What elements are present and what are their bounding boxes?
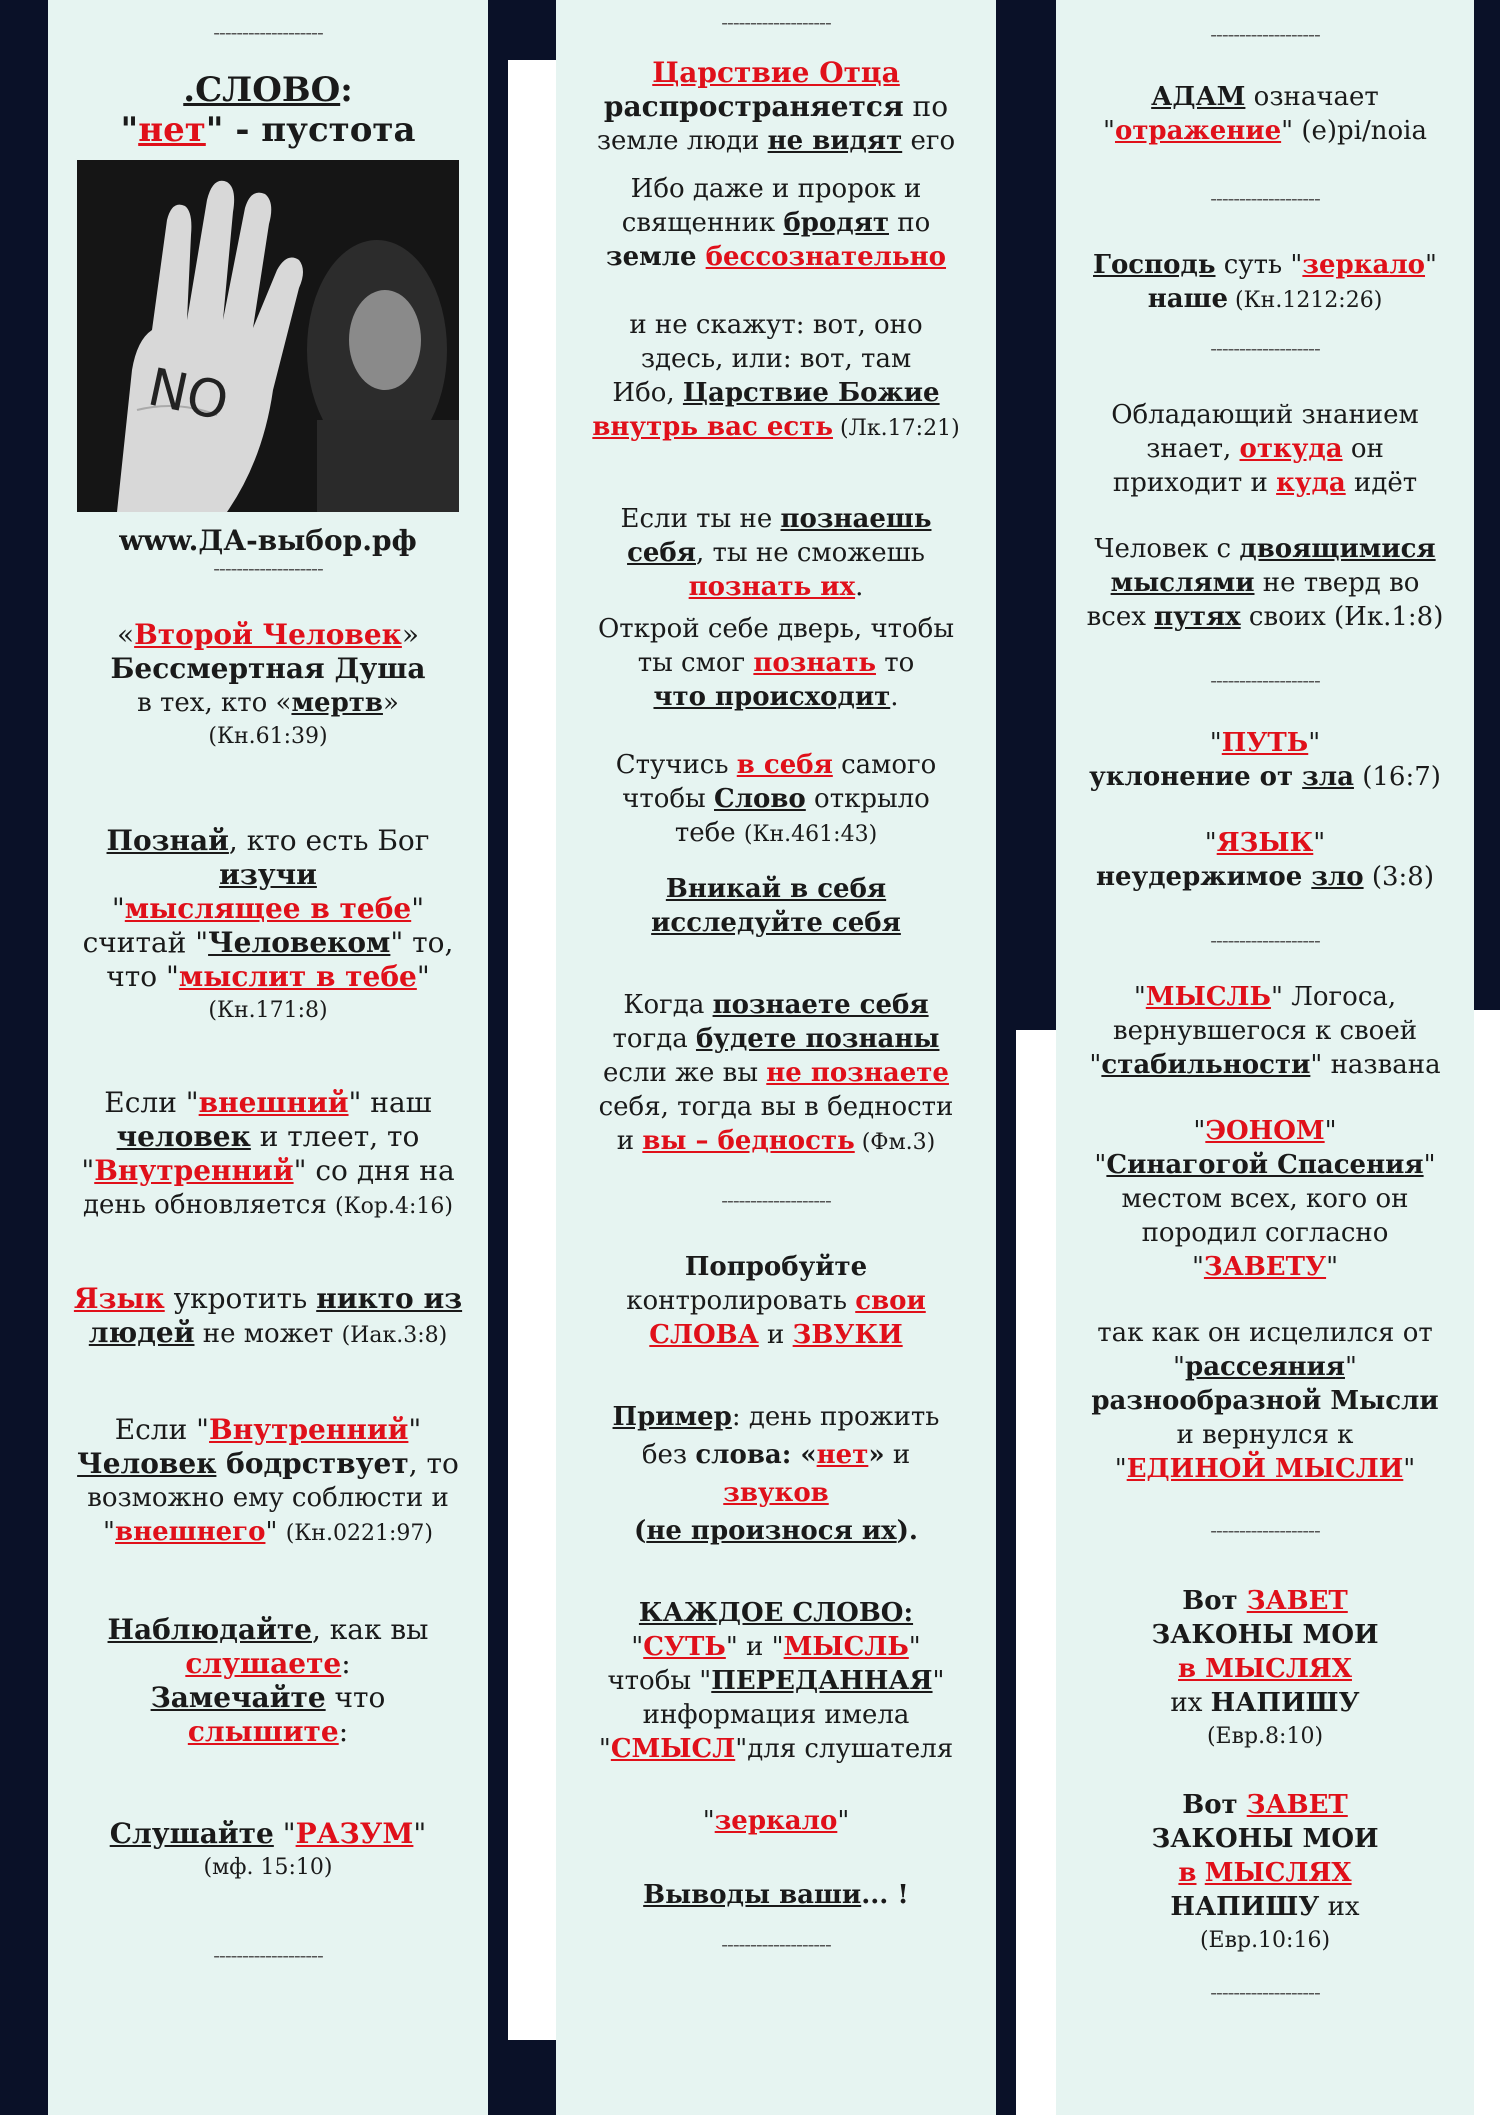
text: ты смог <box>637 648 754 678</box>
text: : день прожить <box>731 1402 940 1432</box>
know-word: Познай <box>106 824 229 857</box>
quote: " <box>1193 1116 1206 1146</box>
try-word: Попробуйте <box>684 1252 868 1282</box>
separator: ------------------- <box>1210 186 1320 210</box>
notice-word: Замечайте <box>150 1681 326 1714</box>
quote: « <box>116 618 135 651</box>
text: " то, <box>390 926 454 959</box>
into-self: в себя <box>736 750 833 780</box>
thinks-in-you: мыслит в тебе <box>178 960 417 993</box>
block-tongue-right <box>1056 826 1474 894</box>
text: по <box>903 90 949 123</box>
text: не тверд во <box>1254 568 1420 598</box>
text: считай " <box>82 926 209 959</box>
synagogue-word: Синагогой Спасения <box>1106 1150 1424 1180</box>
reference: (Кн.1212:26) <box>1228 288 1383 313</box>
listen-word: Слушайте <box>109 1817 274 1850</box>
dispersion-word: рассеяния <box>1185 1352 1345 1382</box>
self-word: себя <box>627 538 696 568</box>
text: здесь, или: вот, там <box>640 344 912 374</box>
block-mirror <box>556 1804 996 1838</box>
block-healed <box>1056 1316 1474 1486</box>
quote: " <box>1425 250 1437 280</box>
quote: " <box>1191 1252 1204 1282</box>
gap-left-bottom <box>508 2040 556 2115</box>
observe-word: Наблюдайте <box>107 1613 312 1646</box>
column-right <box>1056 0 1474 2115</box>
text: " <box>265 1517 286 1547</box>
paren: ). <box>896 1516 918 1546</box>
own-word: свои <box>855 1286 926 1316</box>
outer-word: внешний <box>198 1086 349 1119</box>
block-conclusions <box>556 1878 996 1912</box>
text: самого <box>832 750 937 780</box>
outer-word: внешнего <box>115 1517 266 1547</box>
conclusions-word: Выводы ваши <box>643 1880 862 1910</box>
earth-word: земле <box>605 242 706 272</box>
man-word: человек <box>116 1120 251 1153</box>
site-url[interactable]: www.ДА-выбор.рф <box>119 524 417 557</box>
block-examine <box>556 872 996 940</box>
text: породил согласно <box>1141 1218 1389 1248</box>
unrestrained-word: неудержимое <box>1095 862 1312 892</box>
text: его <box>902 126 956 156</box>
text: не может <box>194 1319 342 1349</box>
quote: " <box>908 1632 921 1662</box>
do-not-see: не видят <box>767 126 903 156</box>
quote: " <box>1114 1454 1127 1484</box>
reference: (Кн.461:43) <box>743 822 878 847</box>
text: » <box>382 688 399 718</box>
text: идёт <box>1345 468 1418 498</box>
quote: " <box>1324 1116 1337 1146</box>
text: и <box>616 1126 643 1156</box>
text: информация имела <box>642 1700 910 1730</box>
quote: " <box>81 1154 95 1187</box>
block-second-man <box>48 618 488 754</box>
block-prophet <box>556 172 996 274</box>
laws-word: ЗАКОНЫ МОИ <box>1151 1620 1379 1650</box>
text: то <box>875 648 915 678</box>
text: , то <box>408 1447 459 1480</box>
separator: ------------------- <box>1210 1518 1320 1542</box>
text: Если " <box>114 1413 210 1446</box>
separator: ------------------- <box>1210 668 1320 692</box>
text: . <box>855 572 864 602</box>
quote: " <box>1173 1352 1186 1382</box>
separator: ------------------- <box>213 556 323 580</box>
text: себя, тогда вы в бедности <box>598 1092 954 1122</box>
meaning-word: СМЫСЛ <box>610 1734 736 1764</box>
text: так как он исцелился от <box>1097 1318 1433 1348</box>
in-thoughts: в МЫСЛЯХ <box>1178 1654 1352 1684</box>
text: он <box>1342 434 1384 464</box>
quote: » <box>401 618 420 651</box>
block-double-mind <box>1056 532 1474 634</box>
hand-photo <box>77 160 459 512</box>
quote: " <box>1403 1454 1416 1484</box>
no-word: нет <box>816 1440 869 1470</box>
quote: " <box>1103 116 1115 146</box>
photo-text: NO <box>142 357 234 433</box>
text: без <box>641 1440 696 1470</box>
reference: (Кн.171:8) <box>208 998 328 1023</box>
text: Если ты не <box>620 504 781 534</box>
text: приходит и <box>1112 468 1277 498</box>
path-word: ПУТЬ <box>1221 728 1309 758</box>
covenant-word: ЗАВЕТ <box>1246 1790 1348 1820</box>
sounds-word: ЗВУКИ <box>792 1320 903 1350</box>
text: Обладающий знанием <box>1111 400 1419 430</box>
reference: (Кор.4:16) <box>335 1194 453 1219</box>
reference: (Фм.3) <box>854 1130 936 1155</box>
avoidance-word: уклонение от <box>1089 762 1303 792</box>
text: чтобы <box>622 784 714 814</box>
text: что " <box>106 960 179 993</box>
mirror-word: зеркало <box>1302 250 1426 280</box>
text: " названа <box>1310 1050 1441 1080</box>
evil-word: зла <box>1302 762 1354 792</box>
gap-left <box>488 0 508 2115</box>
block-when-know <box>556 988 996 1160</box>
reference: (16:7) <box>1353 762 1441 792</box>
text: их <box>1319 1892 1360 1922</box>
quote: " <box>1344 1352 1357 1382</box>
reason-word: РАЗУМ <box>295 1817 414 1850</box>
text: тогда <box>612 1024 696 1054</box>
reflection-word: отражение <box>1114 116 1282 146</box>
inner-word: Внутренний <box>94 1154 294 1187</box>
separator: ------------------- <box>1210 928 1320 952</box>
text: возможно ему соблюсти и <box>87 1483 449 1513</box>
quote: " <box>631 1632 644 1662</box>
text: суть " <box>1215 250 1303 280</box>
quote: " <box>408 1413 422 1446</box>
text: " (е)pi/noia <box>1281 116 1427 146</box>
text: в тех, кто « <box>137 688 292 718</box>
word-word: Слово <box>714 784 806 814</box>
spreads-word: распространяется <box>603 90 904 123</box>
hear-word: слышите <box>187 1715 339 1748</box>
wander-word: бродят <box>783 208 889 238</box>
tongue-word: ЯЗЫК <box>1216 828 1314 858</box>
stability-word: стабильности <box>1101 1050 1311 1080</box>
text: контролировать <box>626 1286 856 1316</box>
what-happens: что происходит <box>653 682 891 712</box>
laws-word: ЗАКОНЫ МОИ <box>1151 1824 1379 1854</box>
separator: ------------------- <box>1210 22 1320 46</box>
ways-word: путях <box>1154 602 1241 632</box>
know-word: познать <box>753 648 876 678</box>
text: . <box>890 682 899 712</box>
block-knowledge <box>1056 398 1474 500</box>
text: и <box>884 1440 911 1470</box>
quote: " <box>1089 1050 1102 1080</box>
block-inner-awake <box>48 1413 488 1551</box>
block-lord <box>1056 248 1474 318</box>
kingdom-father: Царствие Отца <box>652 56 900 89</box>
separator: ------------------- <box>1210 336 1320 360</box>
block-open-door <box>556 612 996 714</box>
text: и тлеет, то <box>250 1120 420 1153</box>
text: открыло <box>805 784 930 814</box>
thoughts-word: МЫСЛЯХ <box>1204 1858 1352 1888</box>
quote: " <box>1209 728 1222 758</box>
separator: ------------------- <box>213 20 323 44</box>
block-covenant-1 <box>1056 1584 1474 1754</box>
gap-left-top <box>508 0 556 60</box>
column-middle <box>556 0 996 2115</box>
space <box>1197 1858 1205 1888</box>
right-border <box>1474 0 1500 1010</box>
mirror-word: зеркало <box>714 1806 838 1836</box>
quote: " <box>103 1517 116 1547</box>
adam-word: АДАМ <box>1151 82 1246 112</box>
thought-word: МЫСЛЬ <box>1145 982 1271 1012</box>
text: Стучись <box>615 750 737 780</box>
text: день обновляется <box>83 1190 336 1220</box>
title-colon: : <box>340 70 353 110</box>
words-word: СЛОВА <box>649 1320 759 1350</box>
quote: " <box>598 1734 611 1764</box>
page-title <box>48 70 488 110</box>
covenant-word: ЗАВЕТУ <box>1203 1252 1327 1282</box>
column-left <box>48 0 488 2115</box>
gap-right <box>996 0 1016 2115</box>
write-word: НАПИШУ <box>1170 1892 1320 1922</box>
aeon-word: ЭОНОМ <box>1205 1116 1325 1146</box>
subtitle-rest: " - пустота <box>205 110 416 150</box>
behold-word: Вот <box>1182 1790 1247 1820</box>
quote: " <box>932 1666 945 1696</box>
block-know-god <box>48 824 488 1028</box>
man-word: Человеком <box>208 926 391 959</box>
quote: " <box>1133 982 1146 1012</box>
know-word: познаешь <box>780 504 932 534</box>
block-knock <box>556 748 996 852</box>
reference: (Кн.61:39) <box>208 724 328 749</box>
separator: ------------------- <box>721 1932 831 1956</box>
inner-word: Внутренний <box>209 1413 409 1446</box>
quote: " <box>1094 1150 1107 1180</box>
dead-word: мертв <box>291 688 383 718</box>
block-covenant-2 <box>1056 1788 1474 1958</box>
text: " со дня на <box>293 1154 455 1187</box>
reference: (Лк.17:21) <box>832 416 960 441</box>
thoughts-word: мыслями <box>1110 568 1255 598</box>
covenant-word: ЗАВЕТ <box>1246 1586 1348 1616</box>
text: : <box>341 1647 351 1680</box>
block-logos <box>1056 980 1474 1082</box>
text: Открой себе дверь, чтобы <box>597 614 955 644</box>
text: и не скажут: вот, оно <box>629 310 923 340</box>
second-man-link: Второй Человек <box>134 618 402 651</box>
listen-word: слушаете <box>185 1647 342 1680</box>
quote: " <box>1313 828 1326 858</box>
text: ... ! <box>861 1880 909 1910</box>
text: Если " <box>104 1086 199 1119</box>
text: " Логоса, <box>1270 982 1397 1012</box>
text: " наш <box>348 1086 432 1119</box>
text: , ты не сможешь <box>696 538 925 568</box>
delve-self: Вникай в себя <box>665 874 887 904</box>
quote: " <box>1423 1150 1436 1180</box>
people-word: людей <box>88 1316 195 1349</box>
reference: (Кн.0221:97) <box>285 1521 433 1546</box>
man-word: Человек <box>77 1447 217 1480</box>
block-within <box>556 308 996 446</box>
block-observe <box>48 1613 488 1749</box>
text: что <box>325 1681 386 1714</box>
text: Ибо, <box>612 378 683 408</box>
behold-word: Вот <box>1182 1586 1247 1616</box>
double-word: двоящимися <box>1239 534 1436 564</box>
quote: " <box>1326 1252 1339 1282</box>
gap-right-strip <box>1016 0 1056 1030</box>
block-adam <box>1056 80 1474 148</box>
block-try <box>556 1250 996 1352</box>
block-outer-man <box>48 1086 488 1224</box>
text: тебе <box>674 818 744 848</box>
block-path <box>1056 726 1474 794</box>
our-word: наше <box>1147 284 1229 314</box>
text: по <box>888 208 931 238</box>
text: , как вы <box>312 1613 429 1646</box>
know-them: познать их <box>688 572 856 602</box>
transmitted-word: ПЕРЕДАННАЯ <box>711 1666 933 1696</box>
text: " и " <box>725 1632 784 1662</box>
quote: " <box>702 1806 715 1836</box>
text: чтобы " <box>607 1666 712 1696</box>
study-word: изучи <box>219 858 317 891</box>
reference: (Евр.8:10) <box>1206 1724 1324 1749</box>
text: священник <box>621 208 784 238</box>
paren: ( <box>634 1516 647 1546</box>
reference: (Евр.10:16) <box>1199 1928 1331 1953</box>
know-yourselves: познаете себя <box>712 990 929 1020</box>
reference: (3:8) <box>1363 862 1434 892</box>
text: земле люди <box>596 126 768 156</box>
separator: ------------------- <box>721 10 831 34</box>
quote: " <box>273 1817 296 1850</box>
word-label: слова: « <box>695 1440 817 1470</box>
text: : <box>338 1715 349 1748</box>
quote: " <box>1308 728 1321 758</box>
you-poverty: вы – бедность <box>642 1126 855 1156</box>
in-word: в <box>1178 1858 1197 1888</box>
quote: " <box>1204 828 1217 858</box>
block-every-word <box>556 1596 996 1766</box>
text: укротить <box>164 1282 317 1315</box>
block-aeon <box>1056 1114 1474 1284</box>
quote: " <box>837 1806 850 1836</box>
thinking-in-you: мыслящее в тебе <box>124 892 412 925</box>
quote: " <box>111 892 125 925</box>
text: знает, <box>1146 434 1240 464</box>
title-word: .СЛОВО <box>183 70 341 110</box>
separator: ------------------- <box>1210 1980 1320 2004</box>
be-known: будете познаны <box>695 1024 940 1054</box>
text: Ибо даже и пророк и <box>630 174 922 204</box>
block-know-self <box>556 502 996 604</box>
page-subtitle <box>48 110 488 150</box>
every-word: КАЖДОЕ СЛОВО: <box>638 1598 914 1628</box>
text: , кто есть Бог <box>228 824 430 857</box>
quote: " <box>411 892 425 925</box>
quote: " <box>416 960 430 993</box>
reference: (Иак.3:8) <box>341 1323 448 1348</box>
quote: » <box>868 1440 885 1470</box>
separator: ------------------- <box>213 1943 323 1967</box>
essence-word: СУТЬ <box>643 1632 726 1662</box>
left-border <box>0 0 48 2115</box>
whence-word: откуда <box>1239 434 1343 464</box>
text: Когда <box>623 990 713 1020</box>
text: местом всех, кого он <box>1121 1184 1409 1214</box>
tongue-word: Язык <box>73 1282 165 1315</box>
not-know: не познаете <box>766 1058 949 1088</box>
quote: " <box>120 110 139 150</box>
immortal-soul: Бессмертная Душа <box>110 652 426 685</box>
example-word: Пример <box>612 1402 732 1432</box>
text: Человек с <box>1094 534 1240 564</box>
quote: " <box>413 1817 427 1850</box>
thought-word: МЫСЛЬ <box>783 1632 909 1662</box>
block-reason <box>48 1817 488 1885</box>
within-you: внутрь вас есть <box>592 412 833 442</box>
diverse-thought: разнообразной Мысли <box>1091 1386 1439 1416</box>
evil-word: зло <box>1311 862 1364 892</box>
awake-word: бодрствует <box>216 1447 409 1480</box>
not-pronouncing: не произнося их <box>646 1516 897 1546</box>
where-word: куда <box>1276 468 1346 498</box>
examine-self: исследуйте себя <box>651 908 901 938</box>
sounds-word: звуков <box>723 1478 829 1508</box>
text: всех <box>1086 602 1155 632</box>
text: "для слушателя <box>735 1734 954 1764</box>
no-word: нет <box>138 110 206 150</box>
lord-word: Господь <box>1093 250 1216 280</box>
single-thought: ЕДИНОЙ МЫСЛИ <box>1126 1454 1404 1484</box>
text: своих (Ик.1:8) <box>1240 602 1444 632</box>
text: означает <box>1245 82 1379 112</box>
no-one-word: никто из <box>316 1282 463 1315</box>
text: и вернулся к <box>1176 1420 1354 1450</box>
block-example <box>556 1398 996 1550</box>
kingdom-god: Царствие Божие <box>682 378 940 408</box>
unconscious-word: бессознательно <box>705 242 947 272</box>
reference: (мф. 15:10) <box>203 1855 333 1880</box>
write-word: НАПИШУ <box>1210 1688 1360 1718</box>
text: их <box>1170 1688 1211 1718</box>
block-kingdom <box>556 56 996 158</box>
text: и <box>758 1320 793 1350</box>
text: вернувшегося к своей <box>1112 1016 1418 1046</box>
block-tongue <box>48 1282 488 1353</box>
separator: ------------------- <box>721 1188 831 1212</box>
text: если же вы <box>603 1058 767 1088</box>
